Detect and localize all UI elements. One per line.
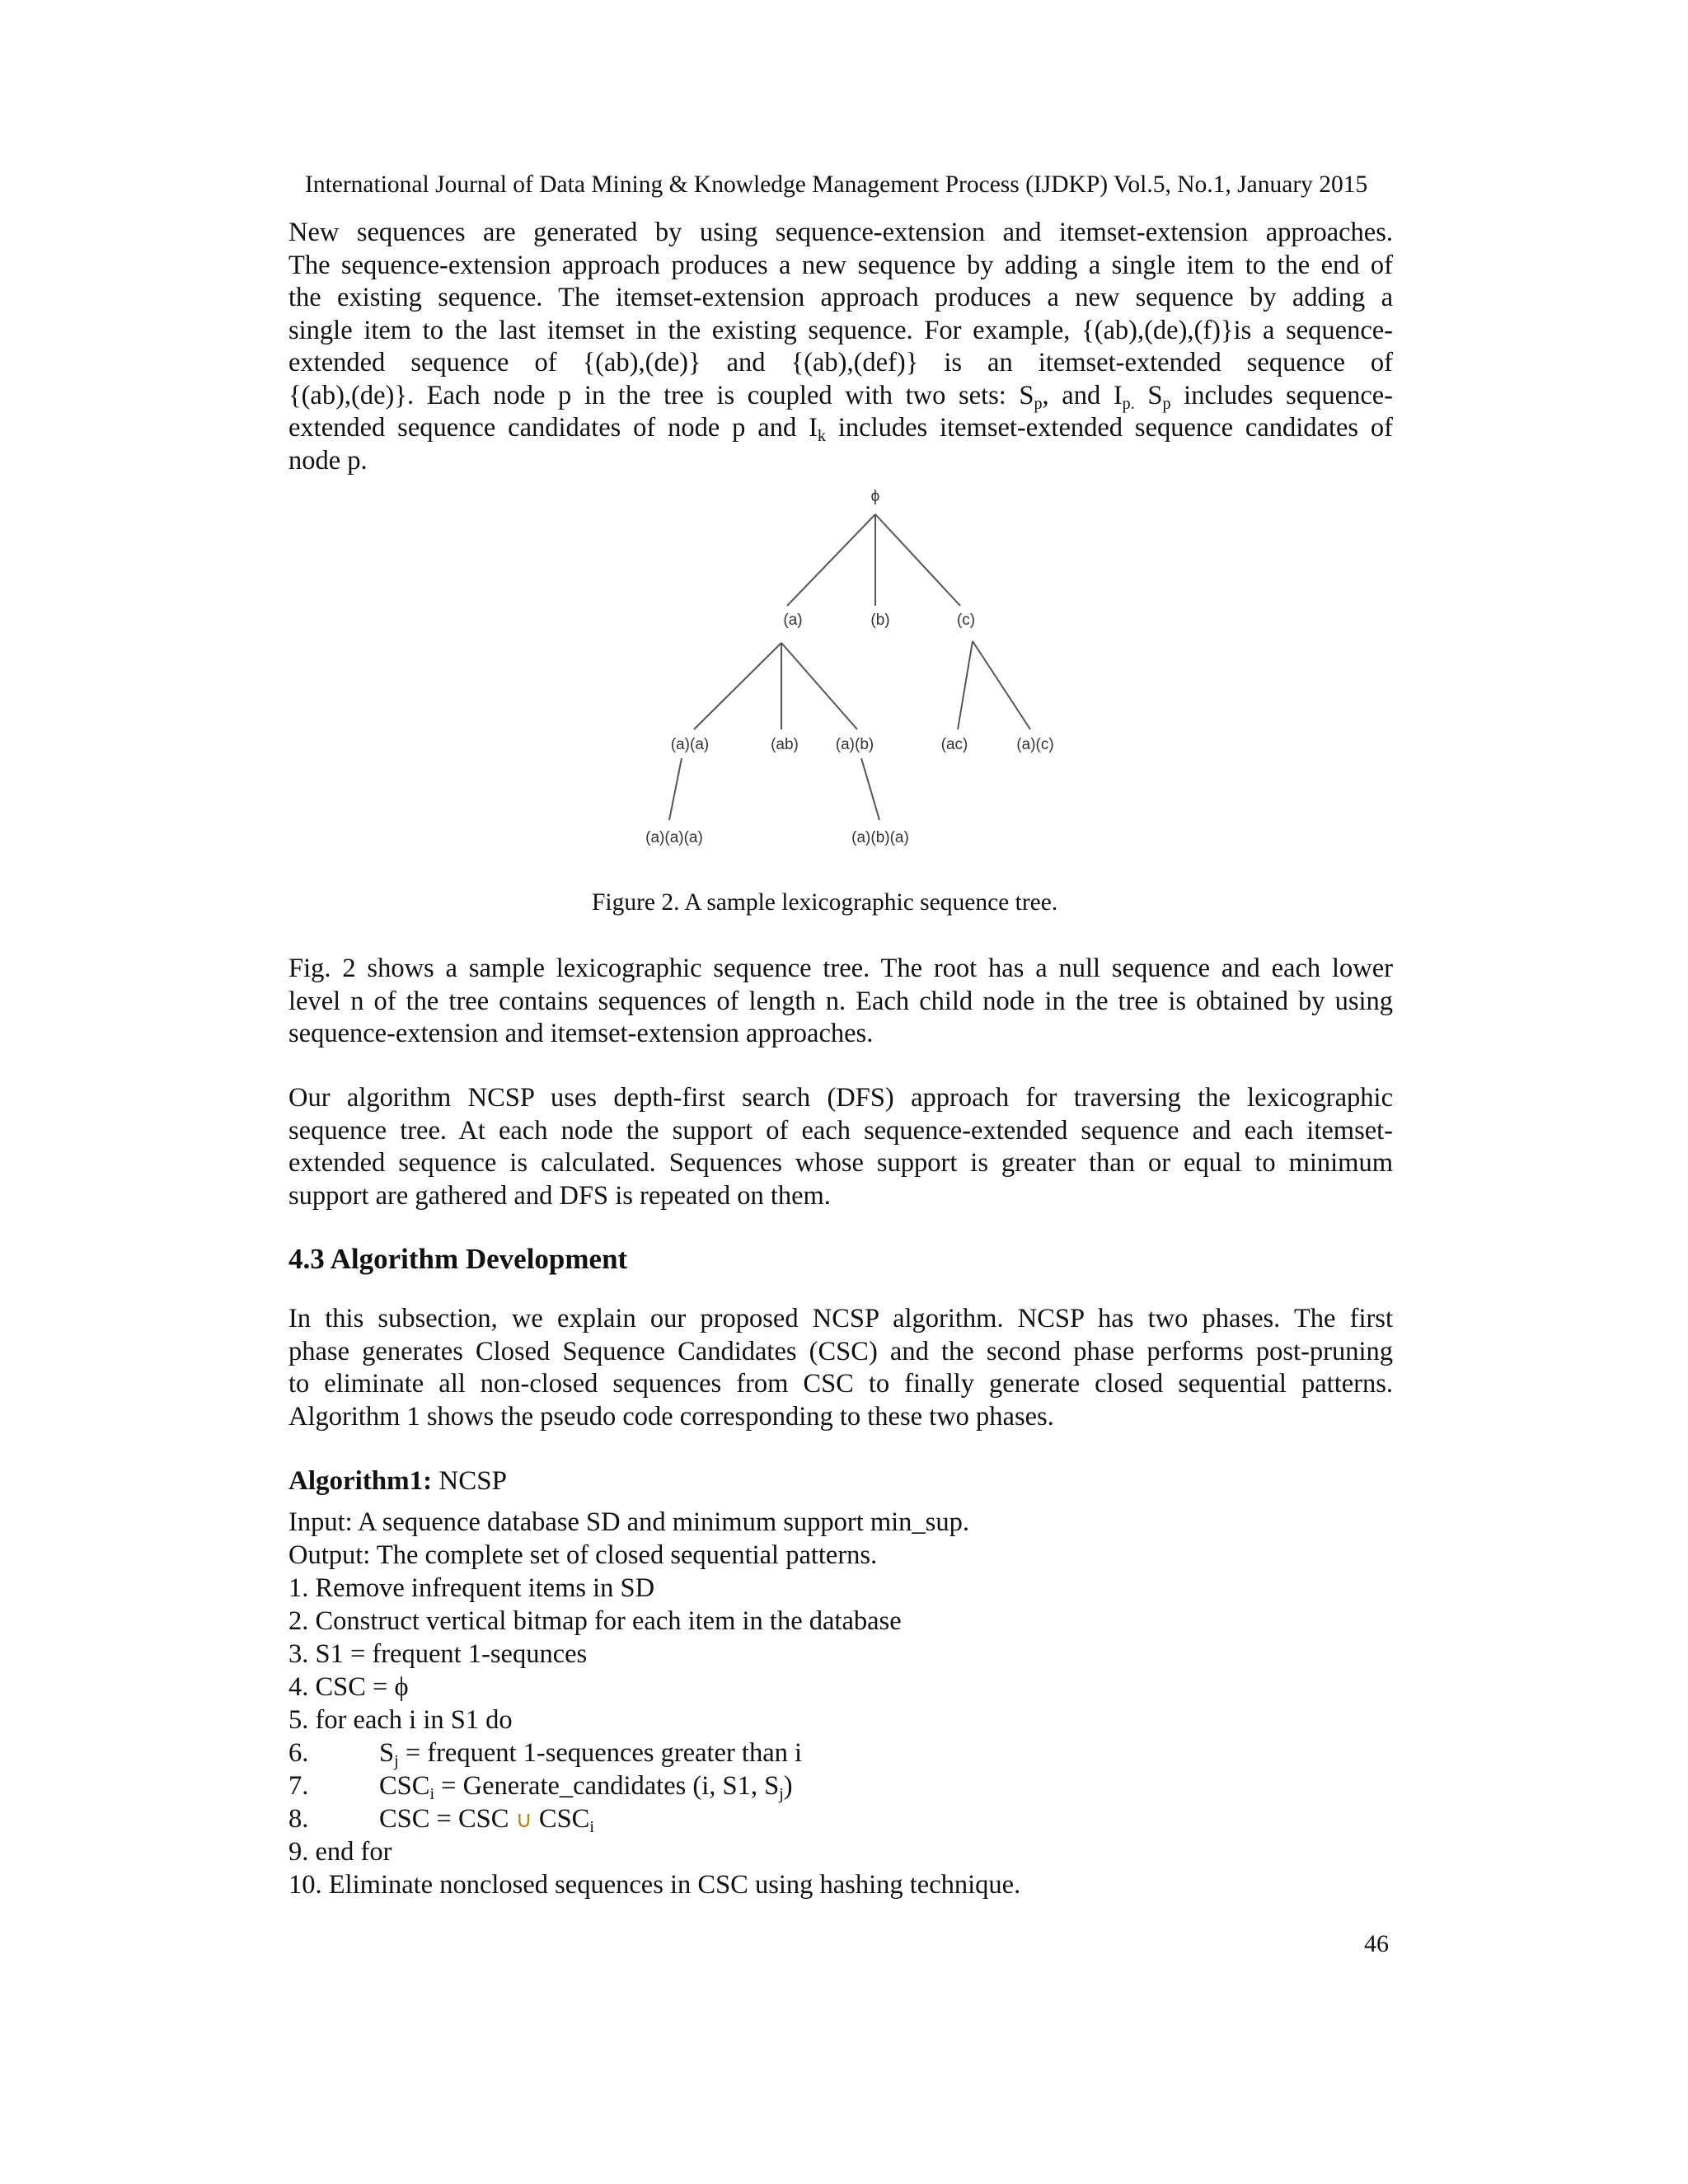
tree-edge xyxy=(875,514,960,606)
algorithm-step: 9. end for xyxy=(288,1837,392,1867)
subscript: j xyxy=(394,1752,399,1771)
algorithm-step: 10. Eliminate nonclosed sequences in CSC using hashing technique. xyxy=(288,1870,1021,1900)
algorithm-input: Input: A sequence database SD and minimum support min_sup. xyxy=(288,1507,969,1537)
algorithm-output: Output: The complete set of closed sequential patterns. xyxy=(288,1540,878,1570)
text-line: Our algorithm NCSP uses depth-first search (DFS) approach for traversing the lexicographic xyxy=(288,1083,1393,1113)
algorithm-step xyxy=(288,1802,1020,1835)
paragraph-dfs xyxy=(288,1082,1393,1212)
subscript: p xyxy=(1034,394,1043,413)
tree-node: (a)(a)(a) xyxy=(645,829,703,846)
text-fragment: extended sequence candidates of node p and I xyxy=(288,413,818,443)
text-line: Algorithm 1 shows the pseudo code corresponding to these two phases. xyxy=(288,1401,1054,1432)
tree-node: (a)(b) xyxy=(835,736,874,753)
sequence-tree-diagram xyxy=(610,478,1104,865)
text-line: phase generates Closed Sequence Candidates (CSC) and the second phase performs post-pruning xyxy=(288,1336,1393,1366)
text-line: The sequence-extension approach produces a new sequence by adding a single item to the end of xyxy=(288,250,1393,280)
page-number: 46 xyxy=(1364,1930,1389,1957)
subscript: k xyxy=(817,427,826,446)
sequence-tree-figure xyxy=(610,478,1104,865)
figure-caption: Figure 2. A sample lexicographic sequence tree. xyxy=(592,889,1058,916)
text-line: extended sequence is calculated. Sequences whose support is greater than or equal to minimum xyxy=(288,1148,1393,1178)
text-line: node p. xyxy=(288,445,368,476)
text-line: the existing sequence. The itemset-extension approach produces a new sequence by adding a xyxy=(288,283,1393,312)
text-line xyxy=(288,380,1393,413)
algorithm-step: 3. S1 = frequent 1-sequnces xyxy=(288,1639,588,1669)
tree-node: (b) xyxy=(870,612,890,629)
text-line: Fig. 2 shows a sample lexicographic sequence tree. The root has a null sequence and each lower xyxy=(288,954,1393,983)
step-body xyxy=(379,1736,802,1769)
algorithm-pseudocode xyxy=(288,1506,1020,1901)
tree-node: (c) xyxy=(956,612,976,629)
tree-edge xyxy=(958,641,973,729)
text-fragment: CSC xyxy=(379,1771,430,1801)
text-line: New sequences are generated by using sequence-extension and itemset-extension approaches. xyxy=(288,218,1393,247)
text-fragment: S xyxy=(379,1738,395,1768)
text-fragment: CSC xyxy=(532,1804,590,1834)
step-number: 6. xyxy=(288,1738,309,1768)
text-line: to eliminate all non-closed sequences from CSC to finally generate closed sequential patterns. xyxy=(288,1369,1393,1399)
text-line: single item to the last itemset in the existing sequence. For example, {(ab),(de),(f)}is a sequence- xyxy=(288,315,1393,345)
text-fragment: CSC = CSC xyxy=(379,1804,516,1834)
tree-node: (a) xyxy=(783,612,803,629)
text-line: level n of the tree contains sequences of length n. Each child node in the tree is obtained by using xyxy=(288,986,1393,1016)
running-header: International Journal of Data Mining & Knowledge Management Process (IJDKP) Vol.5, No.1, January 2015 xyxy=(305,171,1368,198)
text-line: In this subsection, we explain our proposed NCSP algorithm. NCSP has two phases. The first xyxy=(288,1304,1393,1333)
text-line: sequence-extension and itemset-extension approaches. xyxy=(288,1019,874,1048)
algorithm-name: NCSP xyxy=(432,1466,507,1496)
tree-edge xyxy=(694,643,781,729)
subscript: p. xyxy=(1122,394,1135,413)
paragraph-algorithm-intro xyxy=(288,1303,1393,1433)
text-fragment: {(ab),(de)}. Each node p in the tree is coupled with two sets: S xyxy=(288,380,1034,410)
subscript: i xyxy=(589,1818,594,1837)
subscript: p xyxy=(1162,394,1171,413)
algorithm-title xyxy=(288,1466,507,1497)
tree-edge xyxy=(669,758,682,820)
paragraph-sequence-extension xyxy=(288,217,1393,477)
tree-node-root: ϕ xyxy=(870,488,880,505)
text-fragment: ) xyxy=(783,1771,793,1801)
algorithm-label: Algorithm1: xyxy=(288,1466,433,1496)
subscript: j xyxy=(779,1785,784,1804)
section-heading: 4.3 Algorithm Development xyxy=(288,1243,628,1275)
text-fragment: , and I xyxy=(1042,380,1123,410)
step-number: 7. xyxy=(288,1771,309,1801)
text-line: sequence tree. At each node the support of each sequence-extended sequence and each itemset- xyxy=(288,1115,1393,1146)
algorithm-step: 4. CSC = ϕ xyxy=(288,1672,409,1702)
tree-node: (a)(b)(a) xyxy=(851,829,909,846)
text-line: support are gathered and DFS is repeated on them. xyxy=(288,1180,831,1211)
text-fragment: includes sequence- xyxy=(1170,380,1394,410)
tree-node: (ab) xyxy=(771,736,799,753)
step-body xyxy=(379,1802,594,1836)
algorithm-step: 1. Remove infrequent items in SD xyxy=(288,1573,655,1603)
step-body xyxy=(379,1769,793,1802)
text-fragment: = frequent 1-sequences greater than i xyxy=(398,1738,803,1768)
tree-edge xyxy=(787,514,875,606)
union-symbol: ∪ xyxy=(515,1806,532,1833)
algorithm-step: 5. for each i in S1 do xyxy=(288,1705,513,1735)
text-fragment: = Generate_candidates (i, S1, S xyxy=(434,1771,780,1801)
paragraph-figure-description xyxy=(288,953,1393,1051)
tree-node: (ac) xyxy=(940,736,968,753)
tree-edge xyxy=(861,758,879,820)
tree-edge xyxy=(781,643,857,729)
tree-node: (a)(a) xyxy=(670,736,710,753)
algorithm-step xyxy=(288,1736,1020,1769)
text-line: extended sequence of {(ab),(de)} and {(ab),(def)} is an itemset-extended sequence of xyxy=(288,348,1393,377)
tree-edge xyxy=(973,641,1030,729)
subscript: i xyxy=(429,1785,435,1804)
tree-node: (a)(c) xyxy=(1016,736,1054,753)
algorithm-step: 2. Construct vertical bitmap for each item in the database xyxy=(288,1606,902,1636)
text-fragment: S xyxy=(1134,380,1163,410)
text-line xyxy=(288,412,1393,445)
text-fragment: includes itemset-extended sequence candidates of xyxy=(826,413,1393,443)
step-number: 8. xyxy=(288,1804,309,1834)
algorithm-step xyxy=(288,1769,1020,1802)
